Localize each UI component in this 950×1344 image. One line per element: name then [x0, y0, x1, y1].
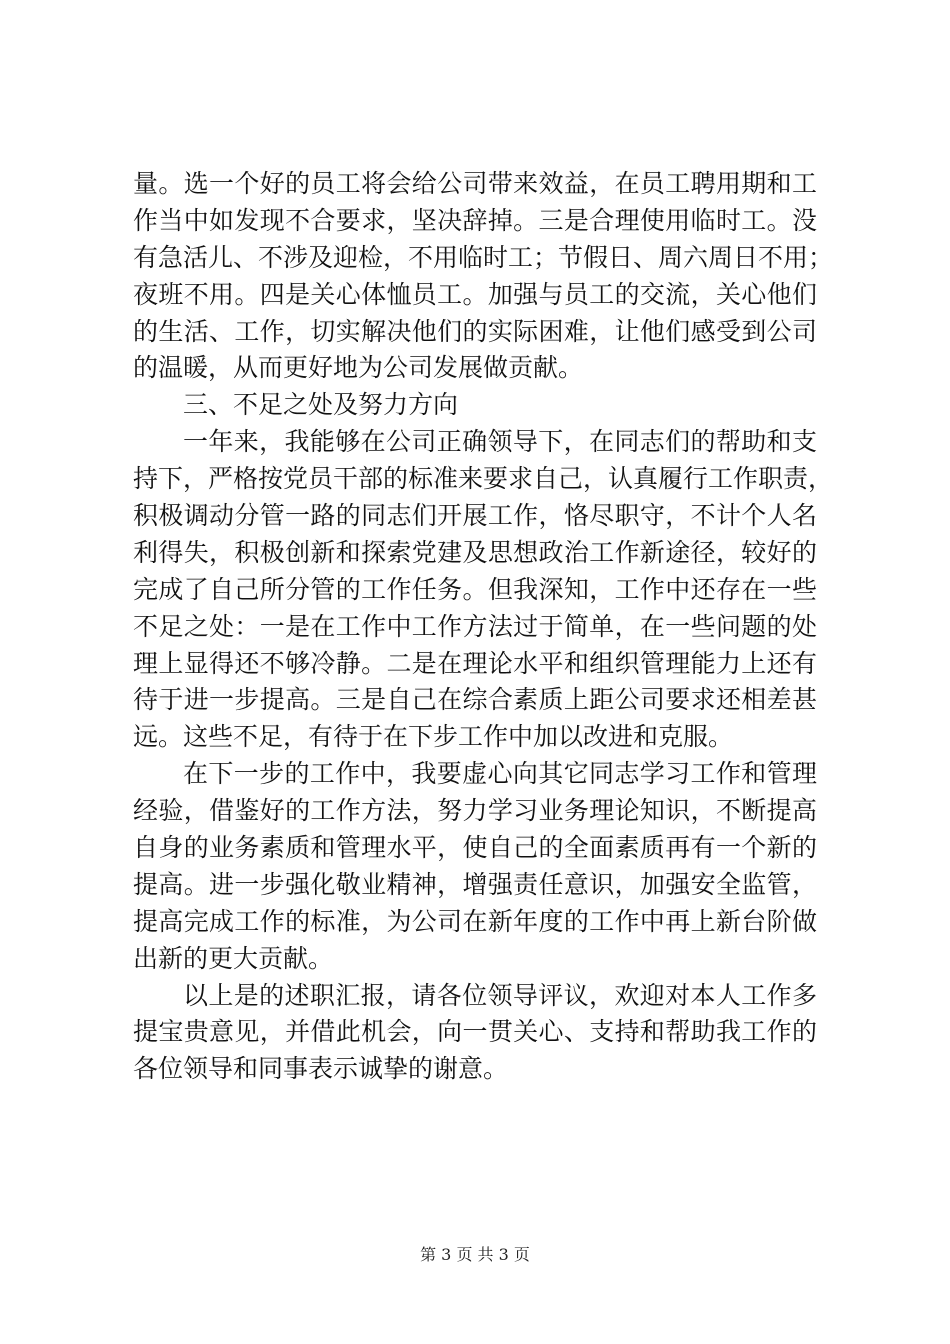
page-footer: 第 3 页 共 3 页	[420, 1245, 530, 1264]
document-body	[133, 166, 834, 1088]
text-line: 提宝贵意见，并借此机会，向一贯关心、支持和帮助我工作的	[133, 1017, 817, 1047]
text-line: 有急活儿、不涉及迎检，不用临时工；节假日、周六周日不用；	[133, 242, 834, 272]
text-line: 利得失，积极创新和探索党建及思想政治工作新途径，较好的	[133, 537, 817, 567]
text-line: 以上是的述职汇报，请各位领导评议，欢迎对本人工作多	[183, 980, 817, 1010]
text-line: 在下一步的工作中，我要虚心向其它同志学习工作和管理	[183, 759, 817, 789]
text-line: 理上显得还不够冷静。二是在理论水平和组织管理能力上还有	[133, 648, 817, 678]
text-line: 积极调动分管一路的同志们开展工作，恪尽职守，不计个人名	[133, 501, 817, 531]
text-line: 不足之处：一是在工作中工作方法过于简单，在一些问题的处	[133, 611, 817, 641]
text-line: 量。选一个好的员工将会给公司带来效益，在员工聘用期和工	[133, 169, 817, 198]
text-line: 作当中如发现不合要求，坚决辞掉。三是合理使用临时工。没	[133, 205, 817, 235]
text-line: 的生活、工作，切实解决他们的实际困难，让他们感受到公司	[133, 316, 817, 346]
text-line: 的温暖，从而更好地为公司发展做贡献。	[133, 353, 584, 383]
text-line: 远。这些不足，有待于在下步工作中加以改进和克服。	[133, 722, 734, 752]
text-line: 持下，严格按党员干部的标准来要求自己，认真履行工作职责，	[133, 464, 834, 494]
text-line: 经验，借鉴好的工作方法，努力学习业务理论知识，不断提高	[133, 796, 817, 826]
text-line: 待于进一步提高。三是自己在综合素质上距公司要求还相差甚	[133, 685, 817, 715]
text-line: 完成了自己所分管的工作任务。但我深知，工作中还存在一些	[133, 574, 817, 604]
text-line: 提高。进一步强化敬业精神，增强责任意识，加强安全监管，	[133, 869, 817, 899]
text-line: 夜班不用。四是关心体恤员工。加强与员工的交流，关心他们	[133, 279, 817, 309]
text-line: 出新的更大贡献。	[133, 943, 334, 973]
text-line: 一年来，我能够在公司正确领导下，在同志们的帮助和支	[183, 427, 817, 457]
text-line: 提高完成工作的标准，为公司在新年度的工作中再上新台阶做	[133, 906, 817, 936]
text-line: 自身的业务素质和管理水平，使自己的全面素质再有一个新的	[133, 833, 817, 863]
text-line: 三、不足之处及努力方向	[183, 390, 459, 420]
text-line: 各位领导和同事表示诚挚的谢意。	[133, 1054, 509, 1084]
